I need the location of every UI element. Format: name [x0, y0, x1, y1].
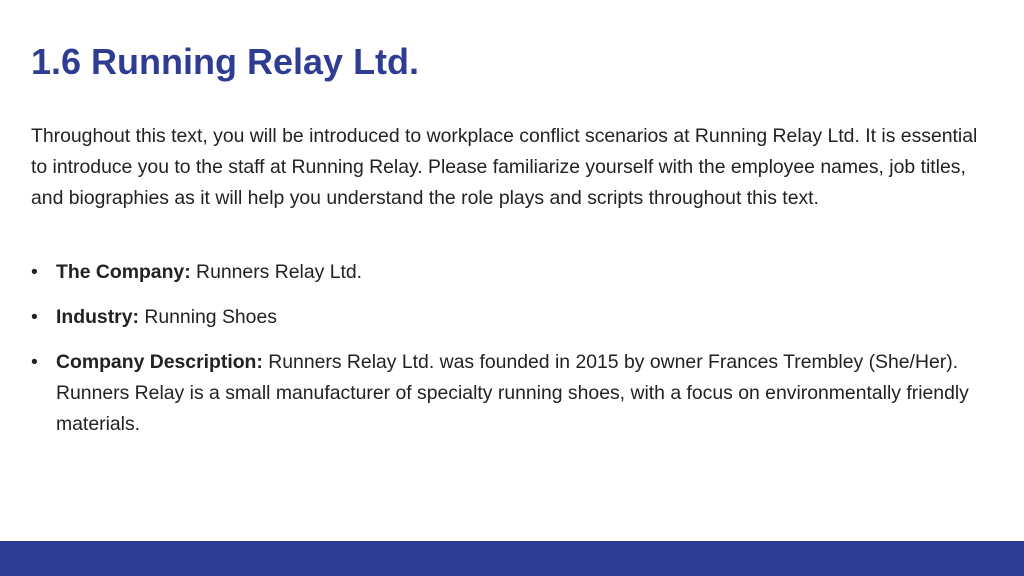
bullet-text-company: Runners Relay Ltd. [190, 261, 363, 283]
bullet-item-description [31, 347, 991, 440]
bullet-list [31, 257, 991, 454]
bullet-marker: • [31, 351, 38, 373]
footer-bar [0, 541, 1024, 576]
bullet-label-company: The Company: [56, 261, 191, 283]
bullet-label-industry: Industry: [56, 306, 139, 328]
bullet-text-description: Runners Relay Ltd. was founded in 2015 by owner Frances Trembley (She/Her). Runners Relay is a small manufacturer of specialty running shoes, with a focus on environmentally friendly materials. [56, 351, 969, 435]
bullet-text-industry: Running Shoes [138, 306, 277, 328]
page-title: 1.6 Running Relay Ltd. [31, 41, 420, 82]
bullet-marker: • [31, 261, 38, 283]
bullet-item-industry [31, 302, 991, 333]
bullet-item-company [31, 257, 991, 288]
bullet-marker: • [31, 306, 38, 328]
bullet-label-description: Company Description: [56, 351, 263, 373]
intro-paragraph: Throughout this text, you will be introduced to workplace conflict scenarios at Running Relay Ltd. It is essential to introduce you to the staff at Running Relay. Please familiarize yourself with the employee names, job titles, and biographies as it will help you understand the role plays and scripts throughout this text. [31, 125, 978, 209]
